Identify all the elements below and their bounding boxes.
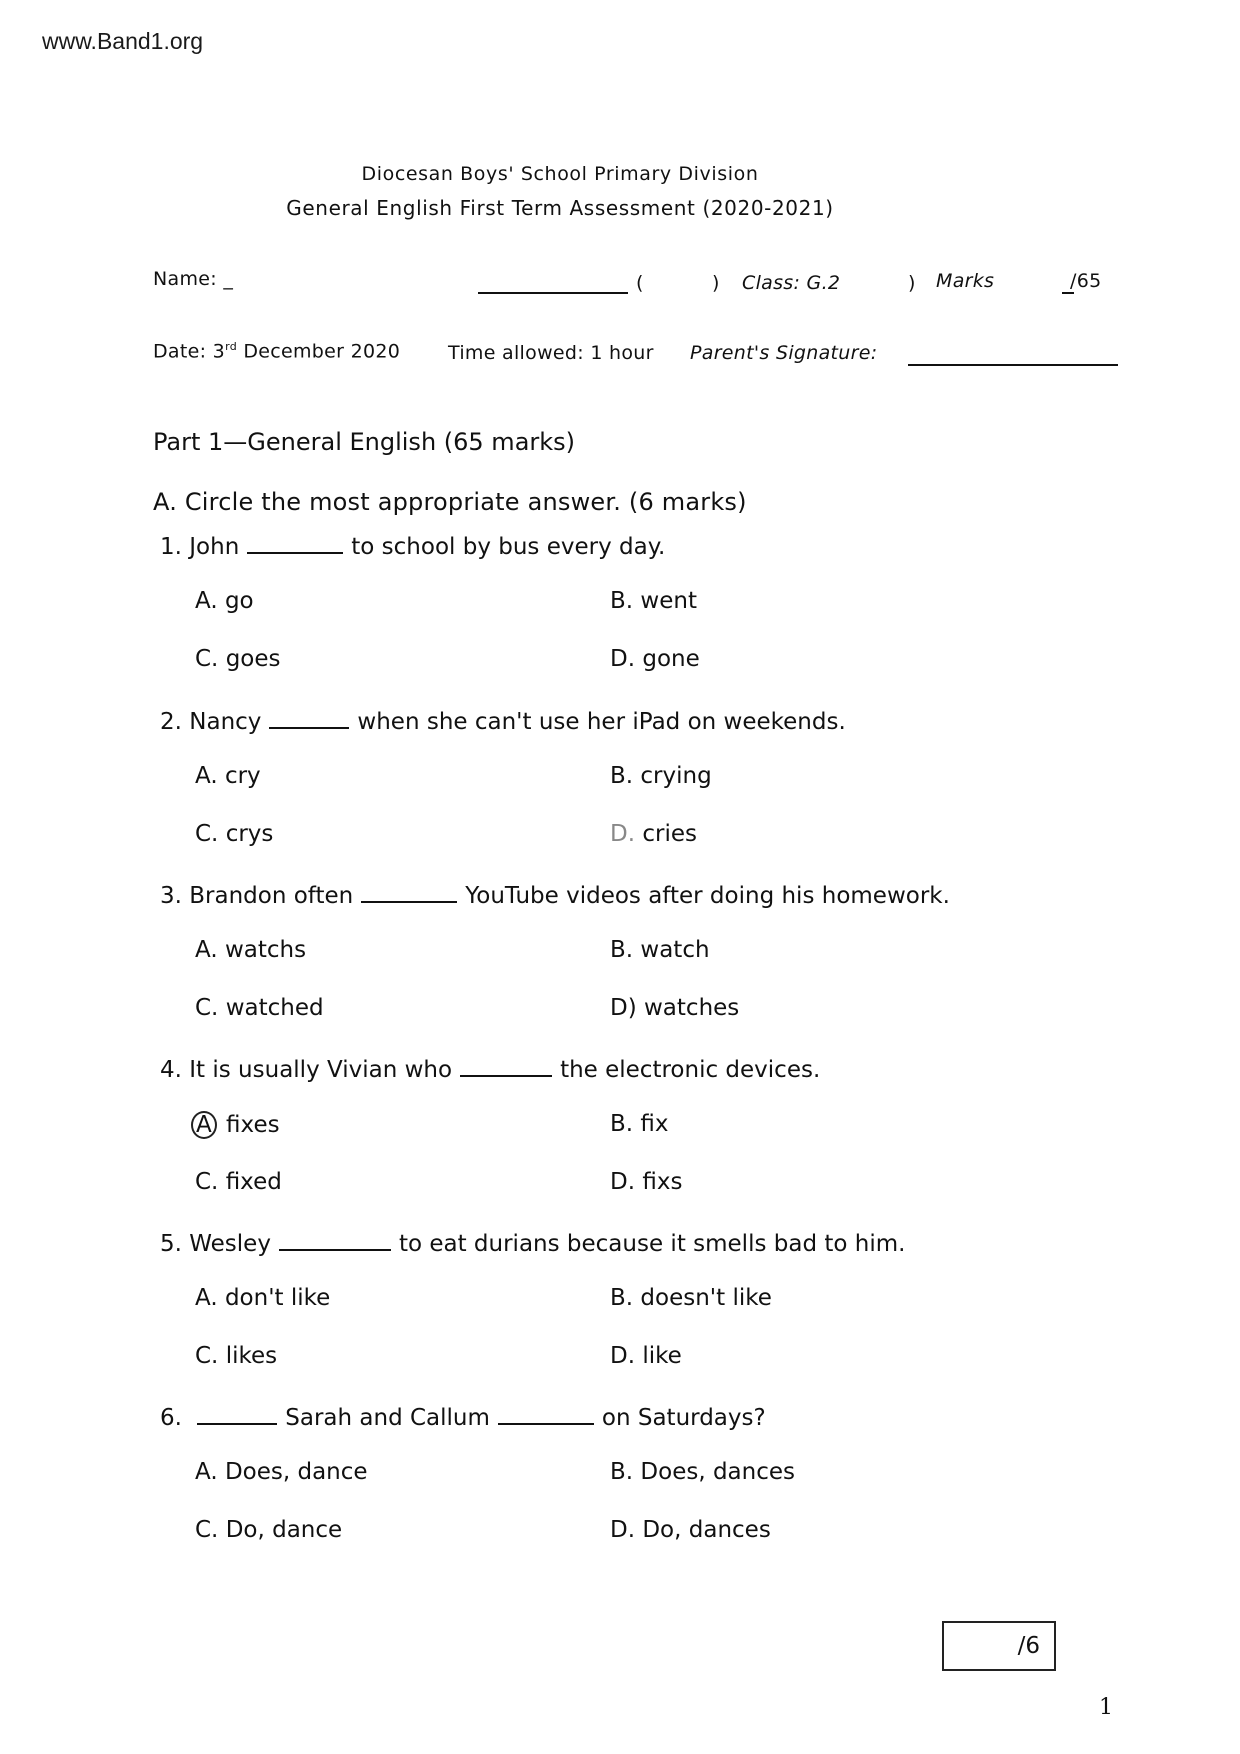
option-text: went: [640, 588, 697, 614]
option-letter: D.: [610, 1169, 636, 1195]
section-a-instruction: A. Circle the most appropriate answer. (6 marks): [153, 488, 747, 516]
option-text: gone: [642, 646, 700, 672]
question-text-after: to eat durians because it smells bad to him.: [398, 1231, 906, 1257]
option-a[interactable]: [195, 763, 261, 789]
date-label: Date:: [153, 340, 207, 363]
option-text: Do, dance: [225, 1517, 343, 1543]
option-letter: B.: [610, 588, 634, 614]
watermark-url: www.Band1.org: [42, 28, 204, 54]
question-text-before: Wesley: [189, 1231, 271, 1257]
option-b[interactable]: [610, 588, 697, 614]
answer-blank[interactable]: [361, 881, 457, 903]
option-text: go: [224, 588, 254, 614]
option-letter: A.: [195, 763, 218, 789]
option-c[interactable]: [195, 1517, 342, 1543]
class-value: G.2: [806, 272, 841, 294]
question-5: [160, 1229, 905, 1257]
option-text: like: [642, 1343, 682, 1369]
option-text: fixed: [225, 1169, 282, 1195]
question-text-after: on Saturdays?: [601, 1405, 766, 1431]
score-value: /6: [1017, 1633, 1040, 1659]
option-text: Does, dances: [640, 1459, 795, 1485]
close-paren: ): [712, 272, 720, 294]
time-value: 1 hour: [590, 342, 654, 364]
class-label: Class:: [742, 272, 801, 294]
part-title: Part 1—General English (65 marks): [153, 428, 576, 456]
marks-label: Marks: [936, 270, 995, 292]
option-c[interactable]: [195, 821, 273, 847]
option-letter: D): [610, 995, 637, 1021]
option-letter: C.: [195, 646, 219, 672]
option-letter: C.: [195, 1343, 219, 1369]
option-text: don't like: [224, 1285, 331, 1311]
option-letter: A.: [195, 588, 218, 614]
question-text-after: to school by bus every day.: [351, 534, 666, 560]
option-d[interactable]: [610, 821, 697, 847]
class-close-paren: ): [908, 272, 916, 294]
question-text-after: when she can't use her iPad on weekends.: [357, 709, 846, 735]
option-text: cries: [642, 821, 697, 847]
question-text-before: Nancy: [189, 709, 262, 735]
date-rest: December 2020: [243, 340, 401, 363]
question-3: [160, 881, 950, 909]
answer-blank[interactable]: [460, 1055, 552, 1077]
answer-blank[interactable]: [197, 1403, 277, 1425]
option-letter: C.: [195, 1169, 219, 1195]
assessment-title: General English First Term Assessment (2020-2021): [286, 196, 834, 220]
question-text-before: Brandon often: [189, 883, 354, 909]
option-d[interactable]: [610, 995, 739, 1021]
question-text-middle: Sarah and Callum: [285, 1405, 490, 1431]
option-a[interactable]: [195, 1459, 368, 1485]
option-letter: D.: [610, 821, 636, 847]
option-letter: A: [191, 1111, 217, 1139]
option-text: Does, dance: [224, 1459, 368, 1485]
option-text: fix: [640, 1111, 669, 1137]
option-letter: A.: [195, 1285, 218, 1311]
option-letter: A.: [195, 1459, 218, 1485]
option-text: fixes: [226, 1112, 280, 1138]
time-field: [448, 342, 654, 364]
option-letter: A.: [195, 937, 218, 963]
signature-line[interactable]: [908, 364, 1118, 366]
option-letter: B.: [610, 1111, 634, 1137]
option-c[interactable]: [195, 646, 281, 672]
option-c[interactable]: [195, 1343, 277, 1369]
option-text: cry: [224, 763, 261, 789]
option-b[interactable]: [610, 937, 710, 963]
date-suffix: rd: [225, 340, 237, 353]
page-number: 1: [1099, 1695, 1113, 1720]
option-b[interactable]: [610, 1285, 772, 1311]
option-letter: B.: [610, 763, 634, 789]
name-label-text: Name:: [153, 268, 217, 290]
option-d[interactable]: [610, 646, 700, 672]
option-text: crying: [640, 763, 712, 789]
option-text: watches: [644, 995, 740, 1021]
question-4: [160, 1055, 820, 1083]
date-field: [153, 340, 400, 362]
name-underline[interactable]: [478, 292, 628, 294]
open-paren: (: [636, 272, 644, 294]
option-letter: B.: [610, 1459, 634, 1485]
school-name: Diocesan Boys' School Primary Division: [361, 163, 759, 185]
option-text: watchs: [224, 937, 307, 963]
signature-label: Parent's Signature:: [690, 342, 878, 364]
option-text: likes: [225, 1343, 278, 1369]
option-text: goes: [225, 646, 281, 672]
option-letter: D.: [610, 1517, 636, 1543]
answer-blank[interactable]: [498, 1403, 594, 1425]
option-a[interactable]: [195, 1285, 330, 1311]
option-letter: D.: [610, 1343, 636, 1369]
date-day: 3: [212, 340, 226, 363]
question-text-after: YouTube videos after doing his homework.: [465, 883, 950, 909]
option-text: Do, dances: [642, 1517, 771, 1543]
question-1: [160, 532, 665, 560]
question-number: 2.: [160, 709, 182, 735]
option-text: doesn't like: [640, 1285, 772, 1311]
option-a[interactable]: [195, 937, 306, 963]
question-text-after: the electronic devices.: [560, 1057, 821, 1083]
question-text-before: It is usually Vivian who: [189, 1057, 453, 1083]
option-c[interactable]: [195, 1169, 282, 1195]
option-letter: B.: [610, 937, 634, 963]
option-b[interactable]: [610, 1459, 795, 1485]
question-number: 6.: [160, 1405, 182, 1431]
time-label: Time allowed:: [448, 342, 584, 364]
question-2: [160, 707, 846, 735]
option-d[interactable]: [610, 1169, 682, 1195]
question-number: 1.: [160, 534, 182, 560]
question-text-before: John: [189, 534, 240, 560]
option-letter: C.: [195, 821, 219, 847]
answer-blank[interactable]: [247, 532, 343, 554]
option-a[interactable]: [195, 588, 254, 614]
name-label: [153, 268, 233, 290]
option-d[interactable]: [610, 1343, 682, 1369]
option-a[interactable]: [195, 1111, 280, 1139]
question-6: [160, 1403, 766, 1431]
name-value: _: [223, 268, 234, 290]
option-text: crys: [225, 821, 274, 847]
option-text: watch: [640, 937, 710, 963]
question-number: 4.: [160, 1057, 182, 1083]
option-b[interactable]: [610, 1111, 669, 1137]
marks-blank[interactable]: [1062, 292, 1074, 294]
answer-blank[interactable]: [269, 707, 349, 729]
option-c[interactable]: [195, 995, 324, 1021]
class-field: [742, 272, 840, 294]
option-letter: D.: [610, 646, 636, 672]
option-letter: C.: [195, 995, 219, 1021]
option-letter: C.: [195, 1517, 219, 1543]
answer-blank[interactable]: [279, 1229, 391, 1251]
score-box: [942, 1621, 1056, 1671]
option-text: fixs: [642, 1169, 683, 1195]
option-b[interactable]: [610, 763, 712, 789]
marks-total: /65: [1070, 270, 1102, 292]
option-d[interactable]: [610, 1517, 771, 1543]
question-number: 3.: [160, 883, 182, 909]
option-text: watched: [225, 995, 324, 1021]
question-number: 5.: [160, 1231, 182, 1257]
option-letter: B.: [610, 1285, 634, 1311]
